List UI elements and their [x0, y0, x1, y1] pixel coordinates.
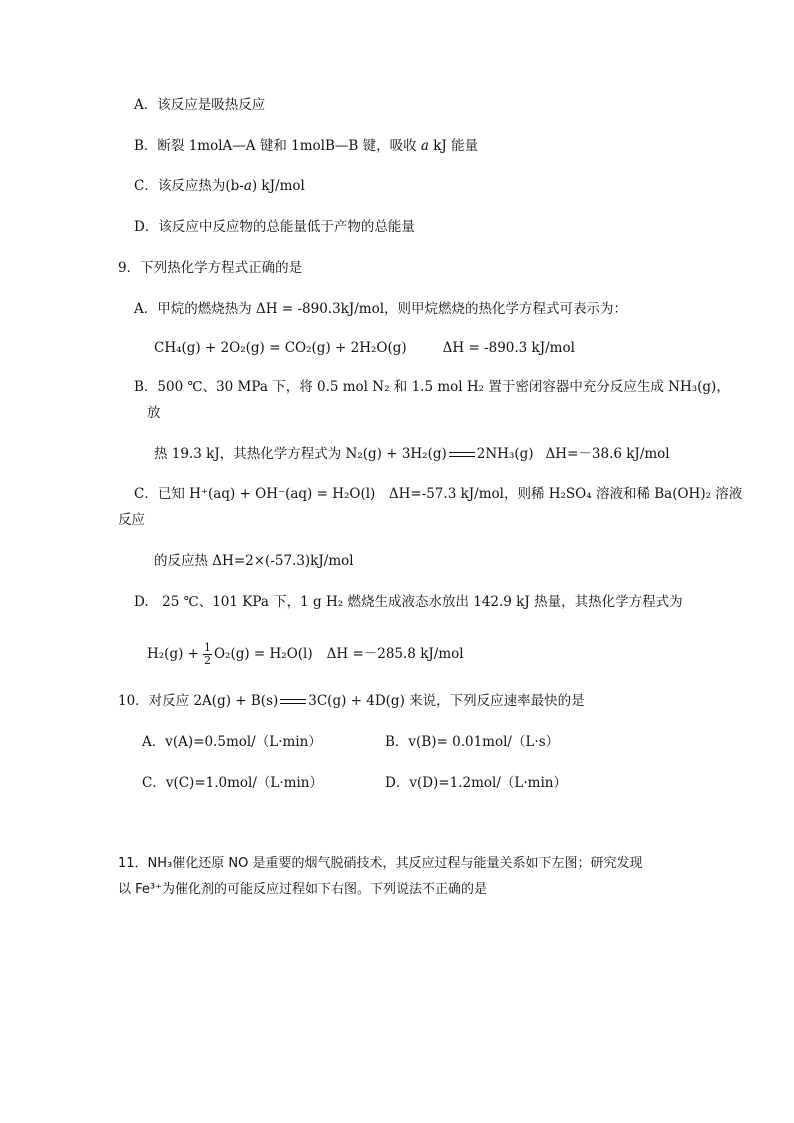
q8-option-c-text: C．该反应热为(b- — [134, 178, 244, 194]
q9-option-b-cont: 放 — [147, 405, 161, 421]
q9-stem: 9．下列热化学方程式正确的是 — [118, 260, 303, 276]
q10-option-b: B．v(B)= 0.01mol/（L·s） — [385, 734, 560, 750]
q8-option-b-var: a — [420, 138, 429, 154]
q9-option-b-equation — [154, 444, 670, 464]
q10-stem — [118, 691, 585, 711]
q8-option-c-var: a — [243, 178, 252, 194]
q11-stem-line1: 11．NH₃催化还原 NO 是重要的烟气脱硝技术，其反应过程与能量关系如下左图；研究发现 — [118, 856, 643, 871]
q10-stem-right: 3C(g) + 4D(g) 来说，下列反应速率最快的是 — [308, 693, 585, 709]
q9-option-d-equation — [147, 642, 464, 667]
q8-option-b-unit: kJ 能量 — [428, 138, 479, 154]
fraction-numerator: 1 — [203, 641, 211, 654]
q8-option-a: A．该反应是吸热反应 — [134, 97, 266, 113]
q9-option-c-cont: 反应 — [118, 512, 145, 528]
q9-a-dh: ΔH = -890.3 kJ/mol — [442, 340, 575, 356]
q9-d-dh: ΔH =－285.8 kJ/mol — [326, 646, 464, 662]
q10-option-a: A．v(A)=0.5mol/（L·min） — [142, 734, 322, 750]
q9-option-b: B．500 ℃、30 MPa 下，将 0.5 mol N₂ 和 1.5 mol H₂ 置于密闭容器中充分反应生成 NH₃(g)， — [134, 379, 730, 395]
q10-option-d: D．v(D)=1.2mol/（L·min） — [385, 775, 567, 791]
q8-option-c — [134, 176, 305, 196]
q10-stem-left: 10．对反应 2A(g) + B(s) — [118, 693, 279, 709]
q9-d-eq-right: O₂(g) = H₂O(l) — [213, 646, 313, 662]
q9-option-c: C．已知 H⁺(aq) + OH⁻(aq) = H₂O(l) ΔH=-57.3 kJ/mol，则稀 H₂SO₄ 溶液和稀 Ba(OH)₂ 溶液 — [134, 486, 743, 502]
equilibrium-arrow-icon — [280, 698, 306, 706]
q9-option-c-heat: 的反应热 ΔH=2×(-57.3)kJ/mol — [154, 553, 354, 569]
q9-option-a: A．甲烷的燃烧热为 ΔH = -890.3kJ/mol，则甲烷燃烧的热化学方程式可表示为： — [134, 301, 628, 317]
q11-stem-line2: 以 Fe³⁺为催化剂的可能反应过程如下右图。下列说法不正确的是 — [118, 882, 487, 897]
q9-a-eq: CH₄(g) + 2O₂(g) = CO₂(g) + 2H₂O(g) — [154, 340, 407, 356]
q8-option-b — [134, 136, 478, 156]
q10-option-c: C．v(C)=1.0mol/（L·min） — [142, 775, 323, 791]
q9-option-d: D. 25 ℃、101 KPa 下，1 g H₂ 燃烧生成液态水放出 142.9 kJ 热量，其热化学方程式为 — [134, 594, 683, 610]
one-half-fraction — [203, 642, 212, 667]
q9-b-eq-right: 2NH₃(g) — [476, 446, 534, 462]
q9-b-eq-left: 热 19.3 kJ，其热化学方程式为 N₂(g) + 3H₂(g) — [154, 446, 447, 462]
q8-option-d: D．该反应中反应物的总能量低于产物的总能量 — [134, 219, 415, 235]
equilibrium-arrow-icon — [449, 451, 475, 459]
q9-d-eq-left: H₂(g) + — [147, 646, 199, 662]
fraction-denominator: 2 — [203, 654, 211, 667]
q9-option-a-equation — [154, 338, 575, 358]
q9-b-dh: ΔH=－38.6 kJ/mol — [545, 446, 670, 462]
q8-option-b-text: B．断裂 1molA—A 键和 1molB—B 键，吸收 — [134, 138, 421, 154]
q8-option-c-unit: ) kJ/mol — [251, 178, 305, 194]
